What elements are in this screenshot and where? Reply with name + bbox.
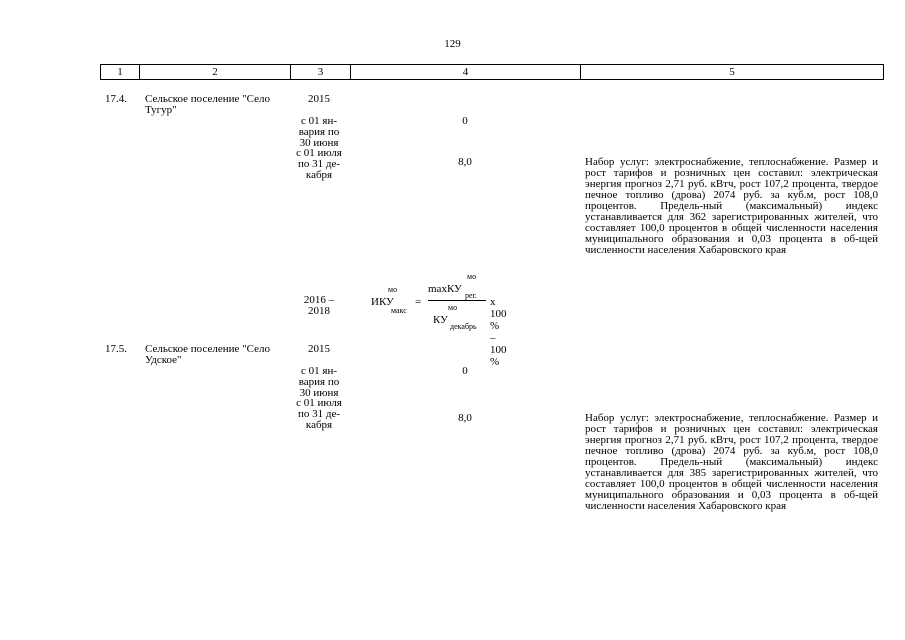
table-header [100, 64, 884, 80]
fraction-line [428, 300, 486, 301]
row-number: 17.4. [105, 93, 127, 105]
index-value: 8,0 [458, 156, 472, 168]
index-value: 0 [462, 365, 468, 377]
formula-lhs-subscript: макс [391, 306, 407, 315]
header-col-1: 1 [117, 66, 123, 78]
period-first-half: с 01 ян-вария по 30 июня [298, 365, 340, 399]
formula-denominator-superscript: мо [448, 303, 458, 312]
services-note: Набор услуг: электроснабжение, теплоснабжение. Размер и рост тарифов и розничных цен составил: электрическая энергия прогноз 2,71 руб. кВтч, рост 107,2 процента, твердое печное топливо (дрова) 2074 руб. за куб.м, рост 108,0 процентов. Предель-ный (максимальный) индекс устанавливается для 385 зарегистрированных жителей, что составляет 100,0 процентов в общей численности населения муниципального образования и 0,03 процента в об-щей численности населения Хабаровского края [585, 412, 878, 512]
formula-lhs: ИКУ [371, 296, 394, 308]
formula-numerator: maxКУ [428, 283, 462, 295]
years-range: 2016 – 2018 [303, 294, 335, 317]
period-second-half: с 01 июля по 31 де-кабря [296, 147, 342, 181]
formula-numerator-subscript: рег. [465, 291, 477, 300]
period-second-half: с 01 июля по 31 де-кабря [296, 397, 342, 431]
settlement-name: Сельское поселение "Село Тугур" [145, 93, 270, 116]
settlement-name: Сельское поселение "Село Удское" [145, 343, 270, 366]
formula-equals: = [415, 296, 422, 308]
row-number: 17.5. [105, 343, 127, 355]
services-note: Набор услуг: электроснабжение, теплоснабжение. Размер и рост тарифов и розничных цен составил: электрическая энергия прогноз 2,71 руб. кВтч, рост 107,2 процента, твердое печное топливо (дрова) 2074 руб. за куб.м, рост 108,0 процентов. Предель-ный (максимальный) индекс устанавливается для 362 зарегистрированных жителей, что составляет 100,0 процентов в общей численности населения муниципального образования и 0,03 процента в об-щей численности населения Хабаровского края [585, 156, 878, 256]
formula-denominator: КУ [433, 314, 448, 326]
header-col-3: 3 [317, 66, 324, 78]
year-label: 2015 [308, 93, 330, 105]
formula-lhs-superscript: мо [388, 285, 398, 294]
header-col-5: 5 [729, 66, 735, 78]
formula-numerator-superscript: мо [467, 272, 477, 281]
period-first-half: с 01 ян-вария по 30 июня [298, 115, 340, 149]
year-label: 2015 [308, 343, 330, 355]
index-value: 8,0 [458, 412, 472, 424]
index-value: 0 [462, 115, 468, 127]
formula-tail: x 100 % – 100 % [490, 296, 507, 368]
header-col-4: 4 [462, 66, 469, 78]
page-number: 129 [444, 38, 461, 50]
header-col-2: 2 [212, 66, 218, 78]
formula-denominator-subscript: декабрь [450, 322, 477, 331]
